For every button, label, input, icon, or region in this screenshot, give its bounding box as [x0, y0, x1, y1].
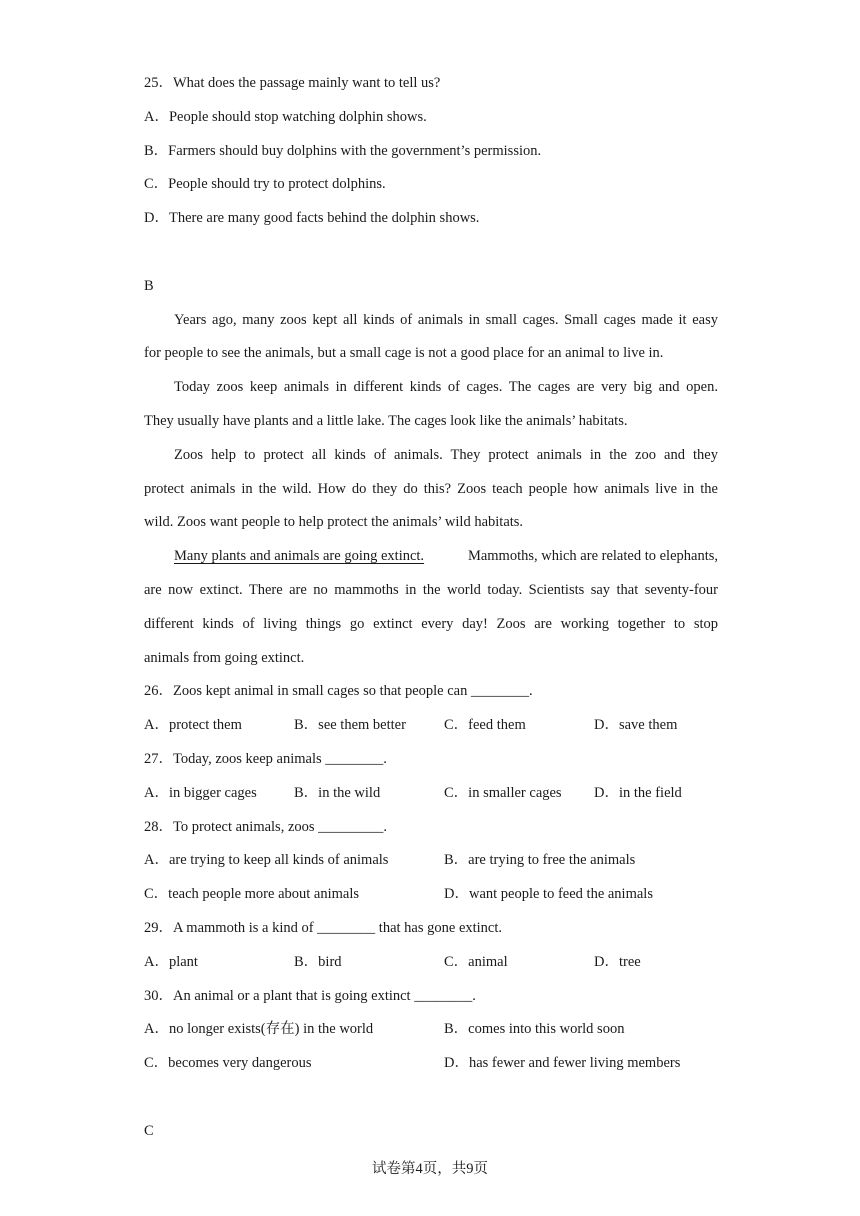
- q27-option-c: C．in smaller cages: [444, 785, 562, 801]
- q26-option-c: C．feed them: [444, 717, 526, 733]
- q29-option-a: A．plant: [144, 954, 198, 970]
- q28-option-d: D．want people to feed the animals: [444, 886, 653, 902]
- q28-option-a: A．are trying to keep all kinds of animals: [144, 852, 389, 868]
- q28-stem: 28．To protect animals, zoos _________.: [144, 819, 388, 835]
- q26-stem: 26．Zoos kept animal in small cages so that people can ________.: [144, 683, 533, 699]
- passage-line: are now extinct. There are no mammoths in the world today. Scientists say that seventy-four: [144, 582, 718, 598]
- q27-option-a: A．in bigger cages: [144, 785, 257, 801]
- q26-option-a: A．protect them: [144, 717, 242, 733]
- section-b-label: B: [144, 278, 154, 294]
- passage-line: Today zoos keep animals in different kinds of cages. The cages are very big and open.: [174, 379, 718, 395]
- q25-option-b: B．Farmers should buy dolphins with the government’s permission.: [144, 143, 542, 159]
- q25-stem: 25．What does the passage mainly want to tell us?: [144, 75, 441, 91]
- q26-option-d: D．save them: [594, 717, 678, 733]
- passage-line: for people to see the animals, but a small cage is not a good place for an animal to live in.: [144, 345, 664, 361]
- passage-line: Years ago, many zoos kept all kinds of animals in small cages. Small cages made it easy: [174, 312, 718, 328]
- q29-stem: 29．A mammoth is a kind of ________ that has gone extinct.: [144, 920, 503, 936]
- q29-option-b: B．bird: [294, 954, 342, 970]
- q27-stem: 27．Today, zoos keep animals ________.: [144, 751, 387, 767]
- q28-option-c: C．teach people more about animals: [144, 886, 360, 902]
- passage-line: wild. Zoos want people to help protect the animals’ wild habitats.: [144, 514, 524, 530]
- passage-line: protect animals in the wild. How do they do this? Zoos teach people how animals live in the: [144, 481, 718, 497]
- passage-line: They usually have plants and a little lake. The cages look like the animals’ habitats.: [144, 413, 628, 429]
- section-c-label: C: [144, 1123, 154, 1139]
- q30-stem: 30．An animal or a plant that is going extinct ________.: [144, 988, 476, 1004]
- q28-option-b: B．are trying to free the animals: [444, 852, 636, 868]
- q25-option-d: D．There are many good facts behind the dolphin shows.: [144, 210, 480, 226]
- passage-line: different kinds of living things go extinct every day! Zoos are working together to stop: [144, 616, 718, 632]
- q30-option-d: D．has fewer and fewer living members: [444, 1055, 681, 1071]
- q30-option-b: B．comes into this world soon: [444, 1021, 625, 1037]
- passage-line: Zoos help to protect all kinds of animals. They protect animals in the zoo and they: [174, 447, 718, 463]
- q25-option-c: C．People should try to protect dolphins.: [144, 176, 386, 192]
- q27-option-b: B．in the wild: [294, 785, 381, 801]
- q25-option-a: A．People should stop watching dolphin shows.: [144, 109, 427, 125]
- page-footer: 试卷第4页，共9页: [372, 1161, 488, 1177]
- underlined-sentence: Many plants and animals are going extinct.: [174, 548, 425, 564]
- q30-option-a: A．no longer exists(存在) in the world: [144, 1021, 374, 1037]
- q27-option-d: D．in the field: [594, 785, 682, 801]
- q30-option-c: C．becomes very dangerous: [144, 1055, 312, 1071]
- passage-line: animals from going extinct.: [144, 650, 305, 666]
- q29-option-c: C．animal: [444, 954, 508, 970]
- q29-option-d: D．tree: [594, 954, 641, 970]
- q26-option-b: B．see them better: [294, 717, 406, 733]
- passage-line: [174, 546, 718, 566]
- passage-line-rest: Mammoths, which are related to elephants,: [467, 548, 718, 564]
